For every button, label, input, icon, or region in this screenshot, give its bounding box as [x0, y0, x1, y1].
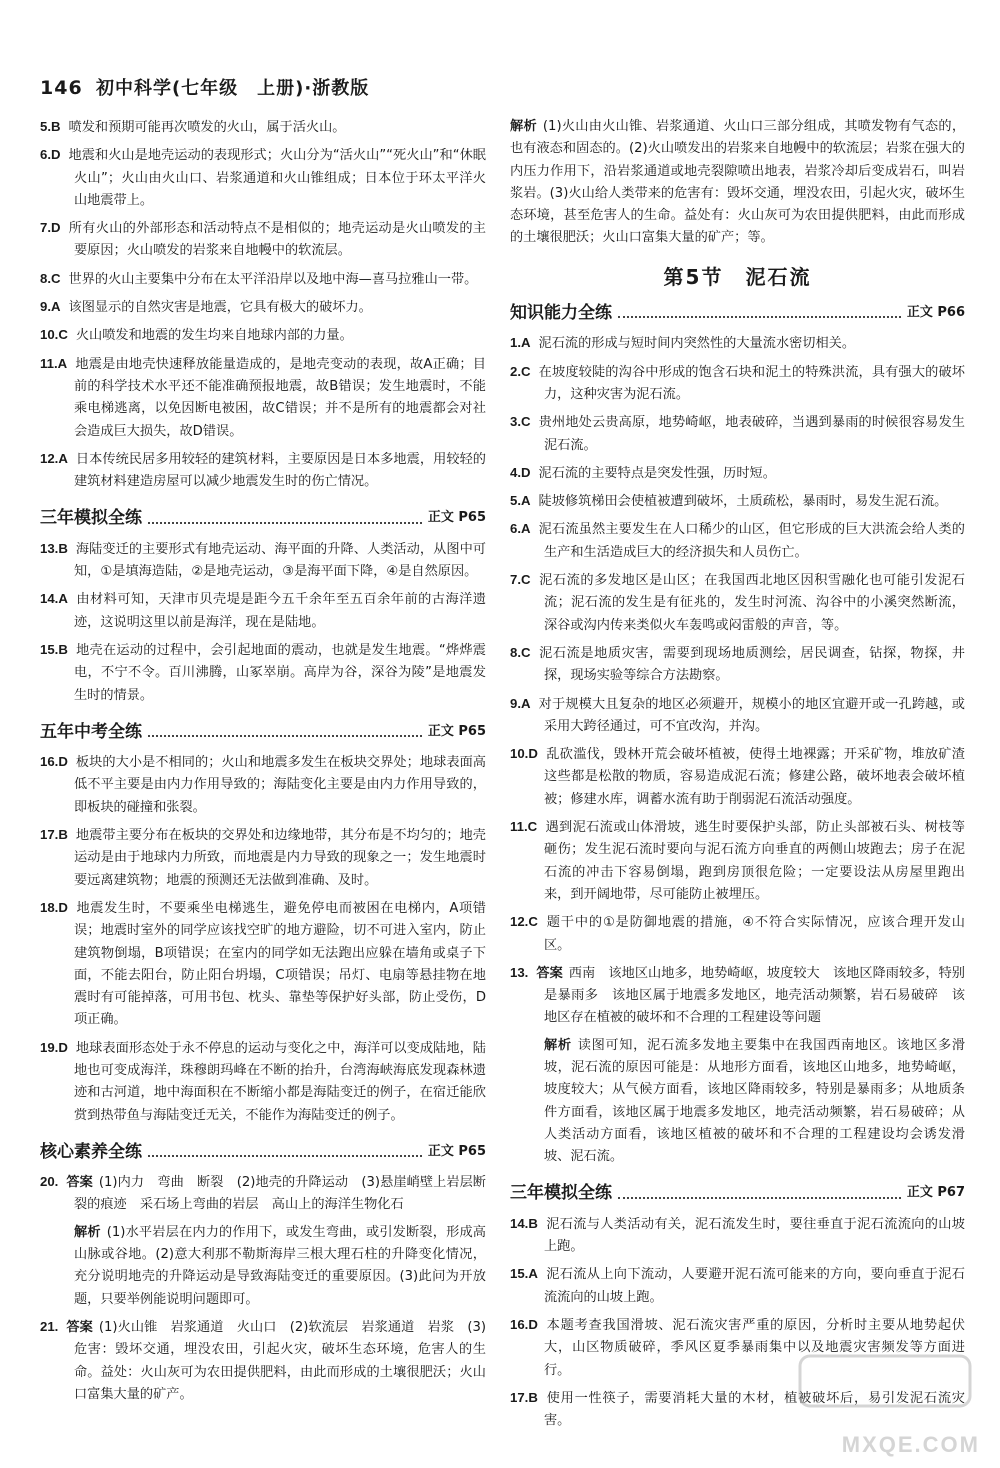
section-heading [40, 507, 486, 529]
item-text: 本题考查我国滑坡、泥石流灾害严重的原因，分析时主要从地势起伏大，山区物质破碎，季风区夏季暴雨集中以及地震灾害频发等方面进行。 [544, 1317, 965, 1378]
answer-item [510, 911, 965, 957]
analysis-text: 读图可知，泥石流多发地主要集中在我国西南地区。该地区多滑坡，泥石流的原因可能是：从地形方面看，该地区山地多，地势崎岖，坡度较大；从气候方面看，该地区降雨较多，特别是暴雨多；从地质条件方面看，该地区属于地震多发地区，地壳活动频繁，岩石易破碎；从人类活动方面看，该地区植被的破坏和不合理的工程建设均会诱发滑坡、泥石流。 [544, 1037, 966, 1165]
answer-label: 答案 [66, 1175, 93, 1191]
answer-item [40, 639, 486, 707]
item-number: 13.B [40, 540, 68, 556]
item-number: 10.D [510, 746, 538, 762]
answer-item [40, 897, 486, 1032]
item-text: 日本传统民居多用较轻的建筑材料，主要原因是日本多地震，用较轻的建筑材料建造房屋可以减少地震发生时的伤亡情况。 [74, 451, 486, 490]
item-text: 地震发生时，不要乘坐电梯逃生，避免停电而被困在电梯内，A项错误；地震时室外的同学应该找空旷的地方避险，切不可进入室内，防止建筑物倒塌，B项错误；在室内的同学如无法跑出应躲在墙角或桌子下面，不能去阳台，防止阳台坍塌，C项错误；吊灯、电扇等悬挂物在地震时有可能掉落，可用书包、枕头、靠垫等保护好头部，防止受伤，D项正确。 [74, 900, 486, 1028]
item-number: 16.D [510, 1316, 538, 1332]
answer-list [40, 538, 486, 707]
item-text: 该图显示的自然灾害是地震，它具有极大的破坏力。 [68, 300, 372, 316]
item-number: 8.C [510, 644, 531, 660]
answer-item [40, 751, 486, 819]
page-number: 146 [40, 77, 83, 99]
item-text: 遇到泥石流或山体滑坡，逃生时要保护头部，防止头部被石头、树枝等砸伤；发生泥石流时要向与泥石流方向垂直的两侧山坡跑去；房子在泥石流的冲击下容易倒塌，跑到房顶很危险；一定要设法从房屋里跑出来，到开阔地带，尽可能防止被埋压。 [544, 820, 965, 902]
section-page-ref: 正文 P67 [906, 1185, 965, 1201]
dotted-leader [618, 316, 901, 318]
answer-item [40, 538, 486, 584]
item-number: 8.C [40, 270, 61, 286]
item-text: 陡坡修筑梯田会使植被遭到破坏，土质疏松，暴雨时，易发生泥石流。 [538, 494, 948, 510]
answer-item [40, 268, 486, 291]
chapter-title: 第5节 泥石流 [663, 264, 812, 289]
item-text: 地壳在运动的过程中，会引起地面的震动，也就是发生地震。“烨烨震电，不宁不令。百川沸腾，山冢崒崩。高岸为谷，深谷为陵”是地震发生时的情景。 [74, 642, 486, 703]
section-title: 知识能力全练 [510, 303, 612, 324]
item-text: 泥石流从上向下流动，人要避开泥石流可能来的方向，要向垂直于泥石流流向的山坡上跑。 [544, 1267, 965, 1305]
item-number: 12.A [40, 450, 68, 466]
item-text: 泥石流的主要特点是突发性强，历时短。 [538, 465, 776, 481]
answer-item [510, 1213, 965, 1259]
watermark-text: MXQE.COM [841, 1432, 980, 1457]
item-number: 14.B [510, 1215, 538, 1231]
answer-item [40, 144, 486, 212]
book-title: 初中科学(七年级 上册)·浙教版 [95, 78, 370, 99]
section-title: 三年模拟全练 [510, 1183, 612, 1204]
item-number: 15.B [40, 641, 68, 657]
item-text: 海陆变迁的主要形式有地壳运动、海平面的升降、人类活动，从图中可知，①是填海造陆，②是地壳运动，③是海平面下降，④是自然原因。 [74, 541, 486, 580]
answer-item [40, 217, 486, 263]
answer-item [40, 588, 486, 634]
item-number: 19.D [40, 1039, 68, 1055]
item-number: 11.C [510, 819, 538, 835]
item-text: 泥石流的形成与短时间内突然性的大量流水密切相关。 [538, 336, 856, 352]
item-text: 板块的大小是不相同的；火山和地震多发生在板块交界处；地球表面高低不平主要是由内力作用导致的；海陆变化主要是由内力作用导致的，即板块的碰撞和张裂。 [74, 755, 486, 815]
dotted-leader [618, 1197, 901, 1199]
item-text: 地震带主要分布在板块的交界处和边缘地带，其分布是不均匀的；地壳运动是由于地球内力所致，而地震是内力导致的现象之一；发生地震时要远离建筑物；地震的预测还无法做到准确、及时。 [74, 828, 486, 888]
item-number: 10.C [40, 327, 68, 343]
item-text: 泥石流与人类活动有关，泥石流发生时，要往垂直于泥石流流向的山坡上跑。 [544, 1216, 965, 1255]
item-text: 地球表面形态处于永不停息的运动与变化之中，海洋可以变成陆地，陆地也可变成海洋，珠穆朗玛峰在不断的抬升，台湾海峡海底发现森林遗迹和古河道，地中海面积在不断缩小都是海陆变迁的例子，在宿迁能欣赏到热带鱼与海陆变迁无关，不能作为海陆变迁的例子。 [74, 1040, 486, 1123]
analysis-label: 解析 [510, 119, 537, 134]
item-text: 世界的火山主要集中分布在太平洋沿岸以及地中海—喜马拉雅山一带。 [68, 271, 478, 287]
section-page-ref: 正文 P66 [906, 305, 965, 321]
item-number: 18.D [40, 899, 68, 915]
answer-text: (1)火山锥 岩浆通道 火山口 (2)软流层 岩浆通道 岩浆 (3)危害：毁坏交通，埋没农田，引起火灾，破坏生态环境，危害人的生命。益处：火山灰可为农田提供肥料，由此而形成的土壤很肥沃；火山口富集大量的矿产。 [74, 1319, 486, 1402]
section-title: 核心素养全练 [40, 1141, 142, 1162]
answer-item [510, 816, 965, 906]
answer-item [40, 353, 486, 443]
dotted-leader [148, 1155, 422, 1157]
answer-item-21 [40, 1316, 486, 1406]
item-number: 6.D [40, 147, 61, 163]
item-number: 17.B [510, 1389, 538, 1405]
answer-item [510, 332, 965, 355]
item-number: 5.A [510, 493, 531, 509]
item-number: 4.D [510, 464, 531, 480]
answer-item [40, 824, 486, 892]
answer-item [510, 743, 965, 811]
item-text: 乱砍滥伐，毁林开荒会破坏植被，使得土地裸露；开采矿物，堆放矿渣这些都是松散的物质，容易造成泥石流；修建公路，破坏地表会破坏植被；修建水库，调蓄水流有助于削弱泥石流活动强度。 [544, 747, 965, 807]
item-text: 火山喷发和地震的发生均来自地球内部的力量。 [75, 328, 353, 344]
answer-item [510, 642, 965, 688]
answer-item-13 [510, 962, 965, 1030]
item-number: 1.A [510, 335, 531, 351]
item-text: 由材料可知，天津市贝壳堤是距今五千余年至五百余年前的古海洋遗迹，这说明这里以前是海洋，现在是陆地。 [74, 592, 486, 630]
item-number: 7.D [40, 220, 61, 236]
answer-item [510, 411, 965, 457]
answer-item [510, 462, 965, 485]
answer-item [510, 569, 965, 637]
item-text: 所有火山的外部形态和活动特点不是相似的；地壳运动是火山喷发的主要原因；火山喷发的岩浆来自地幔中的软流层。 [68, 221, 486, 259]
analysis-label: 解析 [544, 1037, 572, 1053]
item-number: 16.D [40, 754, 68, 770]
item-text: 泥石流虽然主要发生在人口稀少的山区，但它形成的巨大洪流会给人类的生产和生活造成巨大的经济损失和人员伤亡。 [538, 522, 965, 560]
item-number: 3.C [510, 414, 531, 430]
answer-item [40, 448, 486, 494]
item-number: 17.B [40, 827, 68, 843]
answer-item [40, 324, 486, 347]
item-text: 泥石流的多发地区是山区；在我国西北地区因积雪融化也可能引发泥石流；泥石流的发生是有征兆的，发生时河流、沟谷中的小溪突然断流，深谷或沟内传来类似火车轰鸣或闷雷般的声音，等。 [538, 573, 965, 633]
answer-item [510, 1263, 965, 1309]
item-number: 5.B [40, 119, 61, 134]
answer-item-20 [40, 1171, 486, 1217]
watermark-logo-icon [790, 1348, 980, 1418]
answer-label: 答案 [536, 965, 563, 981]
item-text: 泥石流是地质灾害，需要到现场地质测绘，居民调查，钻探，物探，井探，现场实验等综合方法勘察。 [538, 645, 965, 684]
section-title: 三年模拟全练 [40, 508, 142, 529]
item-number: 9.A [510, 695, 531, 711]
item-number: 11.A [40, 355, 68, 371]
item-text: 对于规模大且复杂的地区必须避开，规模小的地区宜避开或一孔跨越，或采用大跨径通过，可不宜改沟，并沟。 [538, 696, 965, 734]
answer-item [510, 490, 965, 513]
section-title: 五年中考全练 [40, 721, 142, 742]
item-number: 21. [40, 1318, 59, 1334]
item-text: 地震和火山是地壳运动的表现形式；火山分为“活火山”“死火山”和“休眠火山”；火山由火山口、岩浆通道和火山锥组成；日本位于环太平洋火山地震带上。 [68, 148, 486, 208]
answer-label: 答案 [66, 1319, 93, 1335]
item-text: 在坡度较陡的沟谷中形成的饱含石块和泥土的特殊洪流，具有强大的破坏力，这种灾害为泥石流。 [538, 364, 965, 402]
item-number: 7.C [510, 572, 531, 588]
analysis-label: 解析 [74, 1224, 101, 1240]
item-number: 12.C [510, 914, 538, 930]
analysis-13 [544, 1035, 965, 1169]
left-column [40, 116, 486, 1411]
item-text: 题干中的①是防御地震的措施，④不符合实际情况，应该合理开发山区。 [544, 915, 965, 953]
answer-list [40, 116, 486, 493]
answer-item [510, 518, 965, 564]
dotted-leader [148, 522, 422, 524]
answer-text: (1)内力 弯曲 断裂 (2)地壳的升降运动 (3)悬崖峭壁上岩层断裂的痕迹 采石场上弯曲的岩层 高山上的海洋生物化石 [74, 1175, 486, 1213]
right-column [510, 116, 965, 1437]
dotted-leader [148, 735, 422, 737]
answer-item [510, 693, 965, 739]
answer-item [510, 361, 965, 407]
answer-item [40, 296, 486, 319]
section-heading [510, 302, 965, 324]
item-number: 20. [40, 1174, 59, 1190]
answer-list [40, 751, 486, 1127]
answer-item [40, 116, 486, 139]
section-heading [40, 1141, 486, 1163]
watermark [790, 1348, 980, 1458]
section-heading [40, 721, 486, 743]
analysis-text: (1)火山由火山锥、岩浆通道、火山口三部分组成，其喷发物有气态的，也有液态和固态的。(2)火山喷发出的岩浆来自地幔中的软流层；岩浆在强大的内压力作用下，沿岩浆通道或地壳裂隙喷出地表，岩浆冷却后变成岩石，叫岩浆岩。(3)火山给人类带来的危害有：毁坏交通，埋没农田，引起火灾，破坏生态环境，甚至危害人的生命。益处有：火山灰可为农田提供肥料，由此而形成的土壤很肥沃；火山口富集大量的矿产；等。 [510, 119, 966, 246]
analysis-21 [510, 116, 965, 250]
item-text: 贵州地处云贵高原，地势崎岖，地表破碎，当遇到暴雨的时候很容易发生泥石流。 [538, 415, 965, 453]
item-text: 喷发和预期可能再次喷发的火山，属于活火山。 [68, 120, 346, 135]
section-page-ref: 正文 P65 [427, 723, 486, 739]
item-number: 15.A [510, 1266, 538, 1282]
item-number: 14.A [40, 591, 68, 607]
item-text: 地震是由地壳快速释放能量造成的，是地壳变动的表现，故A正确；目前的科学技术水平还不能准确预报地震，故B错误；发生地震时，不能乘电梯逃离，以免因断电被困，故C错误；并不是所有的地震都会对社会造成巨大损失，故D错误。 [74, 356, 486, 439]
item-text: 使用一性筷子，需要消耗大量的木材，植被破坏后，易引发泥石流灾害。 [544, 1390, 965, 1429]
section-page-ref: 正文 P65 [427, 510, 486, 526]
analysis-text: (1)水平岩层在内力的作用下，或发生弯曲，或引发断裂，形成高山脉或谷地。(2)意大利那不勒斯海岸三根大理石柱的升降变化情况，充分说明地壳的升降运动是导致海陆变迁的重要原因。(3)此问为开放题，只要举例能说明问题即可。 [74, 1224, 486, 1307]
section-page-ref: 正文 P65 [427, 1143, 486, 1159]
item-number: 13. [510, 964, 529, 980]
answer-item [40, 1037, 486, 1127]
analysis-20 [74, 1222, 486, 1311]
answer-text: 西南 该地区山地多，地势崎岖，坡度较大 该地区降雨较多，特别是暴雨多 该地区属于地震多发地区，地壳活动频繁，岩石易破碎 该地区存在植被的破坏和不合理的工程建设等问题 [544, 965, 965, 1026]
answer-list [510, 332, 965, 956]
page-header [40, 74, 369, 100]
item-number: 9.A [40, 299, 61, 315]
item-number: 6.A [510, 521, 531, 537]
section-heading [510, 1182, 965, 1204]
item-number: 2.C [510, 363, 531, 379]
